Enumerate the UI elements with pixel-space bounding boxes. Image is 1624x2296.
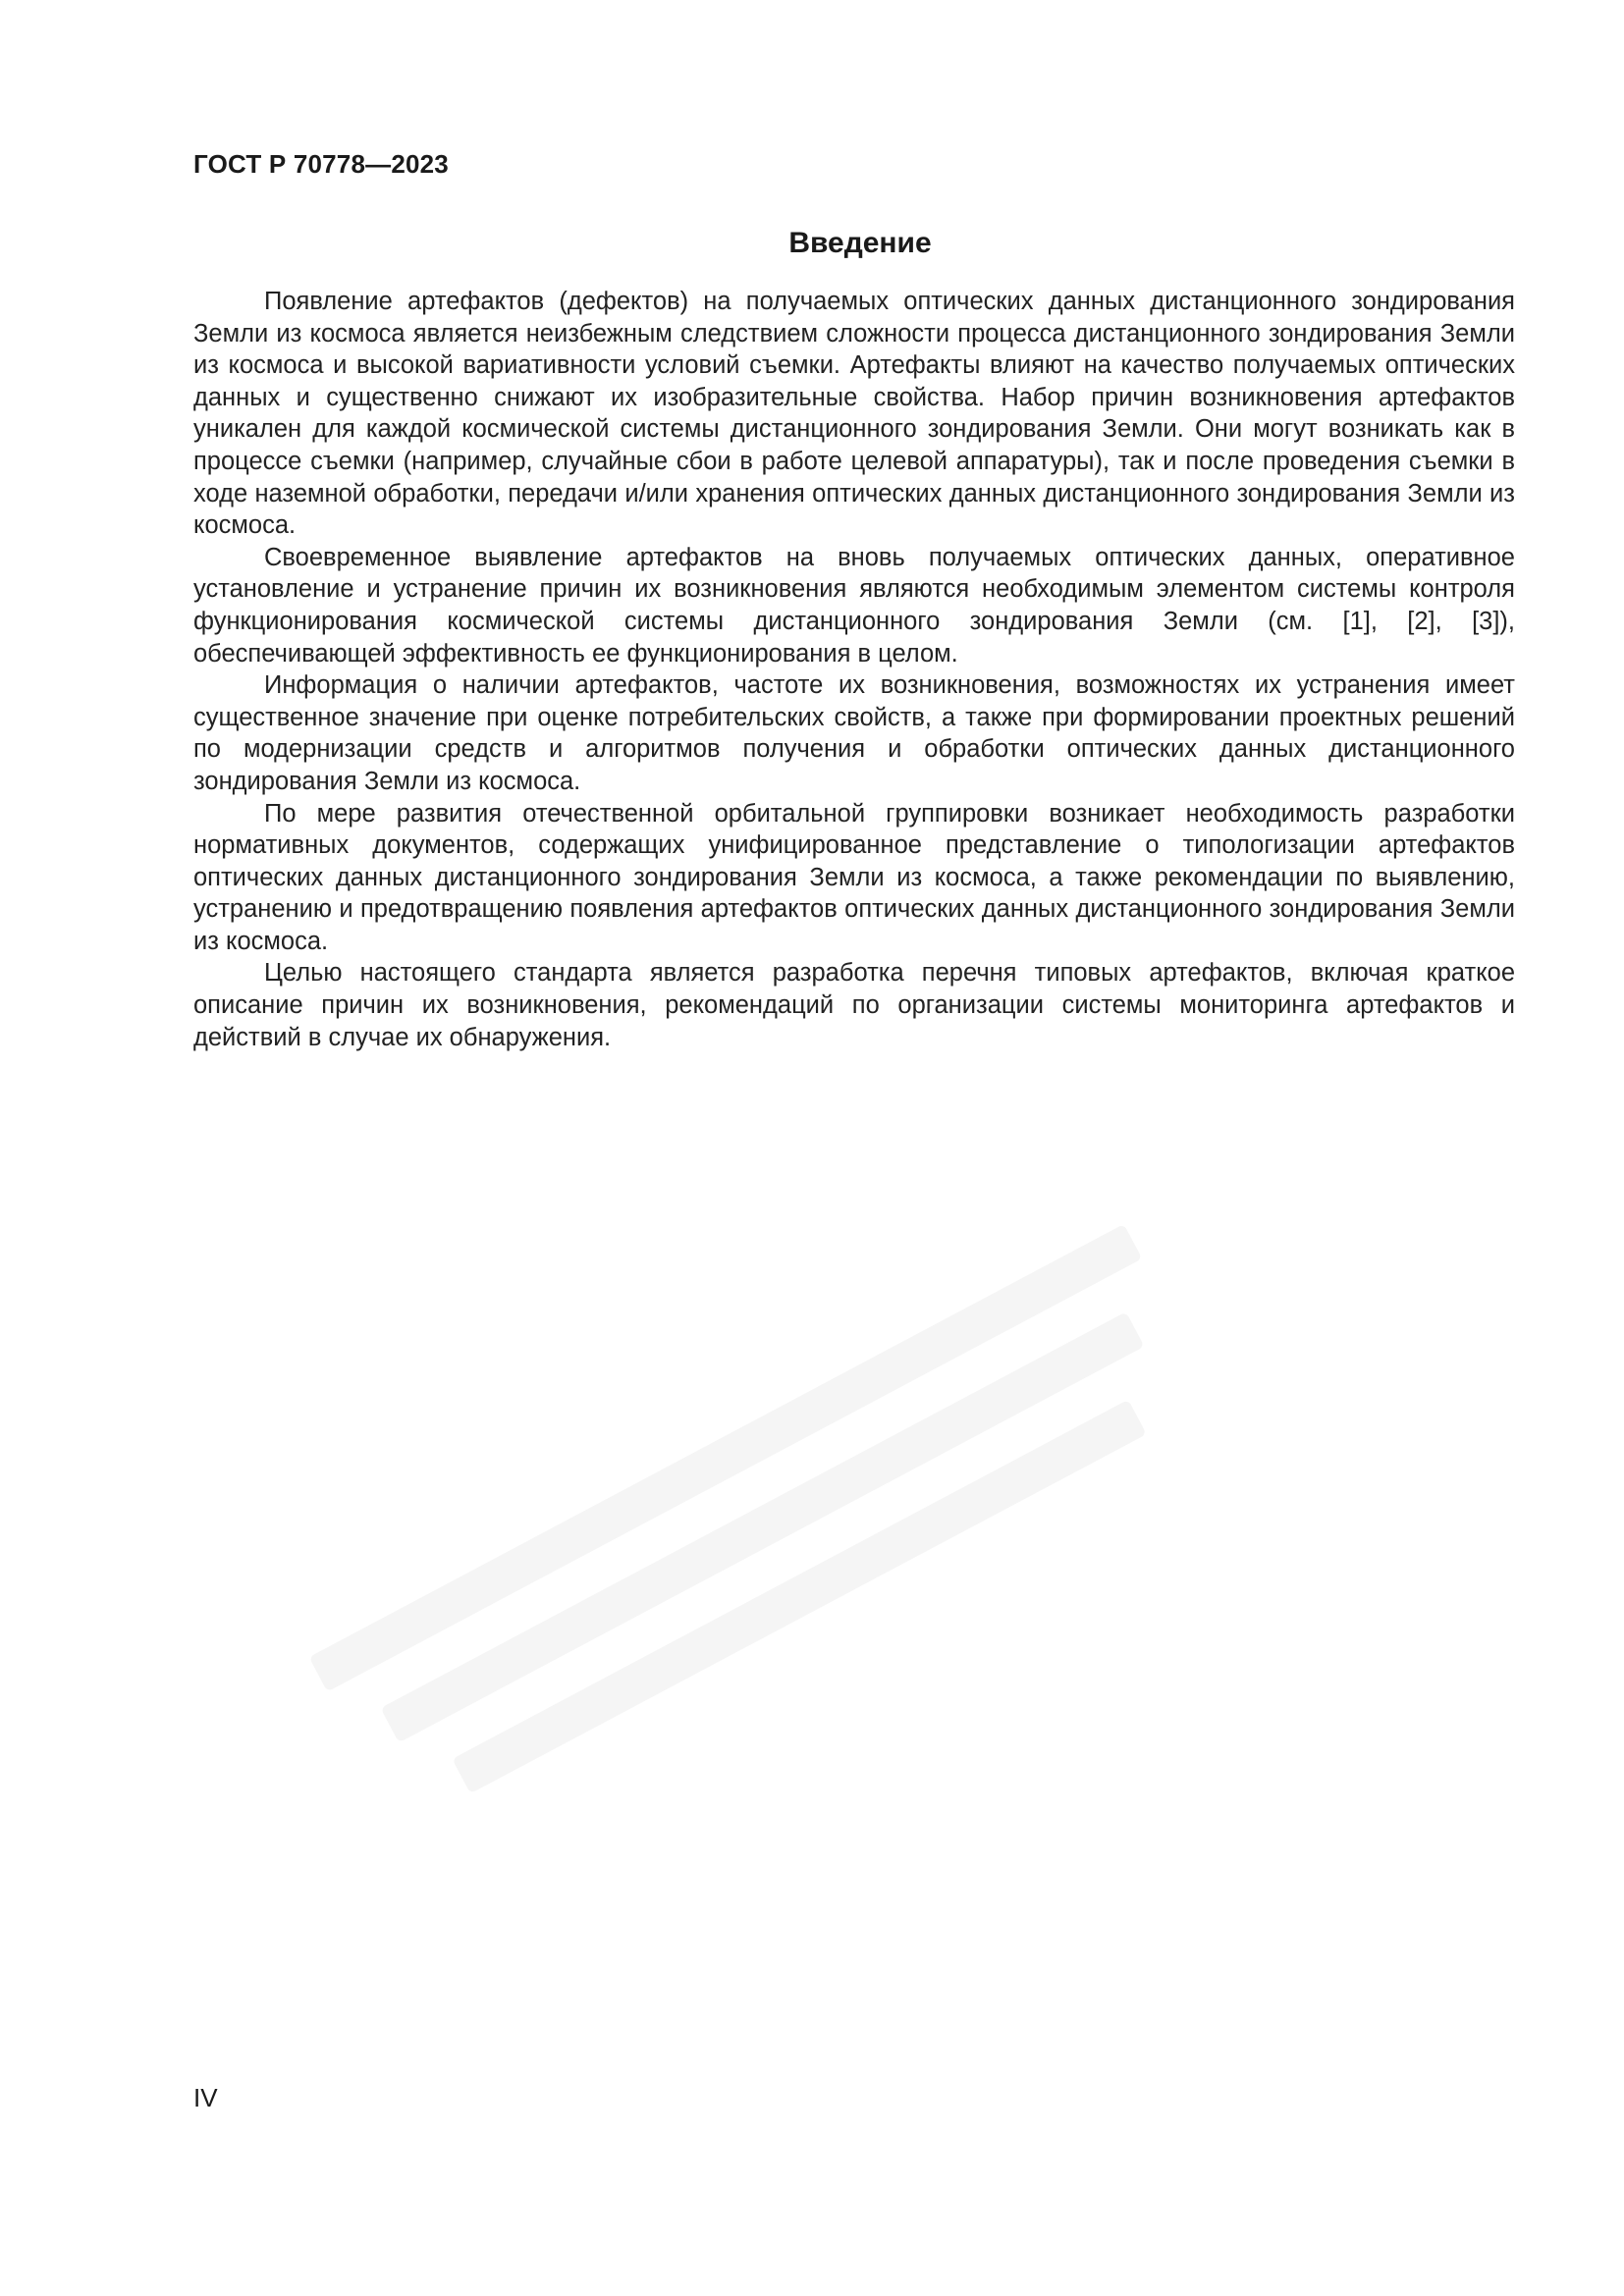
paragraph: Информация о наличии артефактов, частоте их возникновения, возможностях их устранения имеет существенное значение при оценке потребительских свойств, а также при формировании проектных решений по модернизации средств и алгоритмов получения и обработки оптических данных дистанционного зондирования Земли из космоса. — [193, 671, 1515, 795]
paragraph: Появление артефактов (дефектов) на получаемых оптических данных дистанционного зондирования Земли из космоса является неизбежным следствием сложности процесса дистанционного зондирования Земли из космоса и высокой вариативности условий съемки. Артефакты влияют на качество получаемых оптических данных и существенно снижают их изобразительные свойства. Набор причин возникновения артефактов уникален для каждой космической системы дистанционного зондирования Земли. Они могут возникать как в процессе съемки (например, случайные сбои в работе целевой аппаратуры), так и после проведения съемки в ходе наземной обработки, передачи и/или хранения оптических данных дистанционного зондирования Земли из космоса. — [193, 288, 1515, 540]
paragraph: Своевременное выявление артефактов на вновь получаемых оптических данных, оперативное установление и устранение причин их возникновения являются необходимым элементом системы контроля функционирования космической системы дистанционного зондирования Земли (см. [1], [2], [3]), обеспечивающей эффективность ее функционирования в целом. — [193, 543, 1515, 667]
introduction-body — [193, 286, 1515, 1053]
paragraph: По мере развития отечественной орбитальной группировки возникает необходимость разработки нормативных документов, содержащих унифицированное представление о типологизации артефактов оптических данных дистанционного зондирования Земли из космоса, а также рекомендации по выявлению, устранению и предотвращению появления артефактов оптических данных дистанционного зондирования Земли из космоса. — [193, 799, 1515, 955]
page-number: IV — [193, 2083, 218, 2112]
document-header: ГОСТ Р 70778—2023 — [193, 149, 449, 179]
watermark-icon — [245, 1129, 1326, 2012]
paragraph: Целью настоящего стандарта является разработка перечня типовых артефактов, включая краткое описание причин их возникновения, рекомендаций по организации системы мониторинга артефактов и действий в случае их обнаружения. — [193, 959, 1515, 1051]
section-title: Введение — [788, 227, 932, 259]
